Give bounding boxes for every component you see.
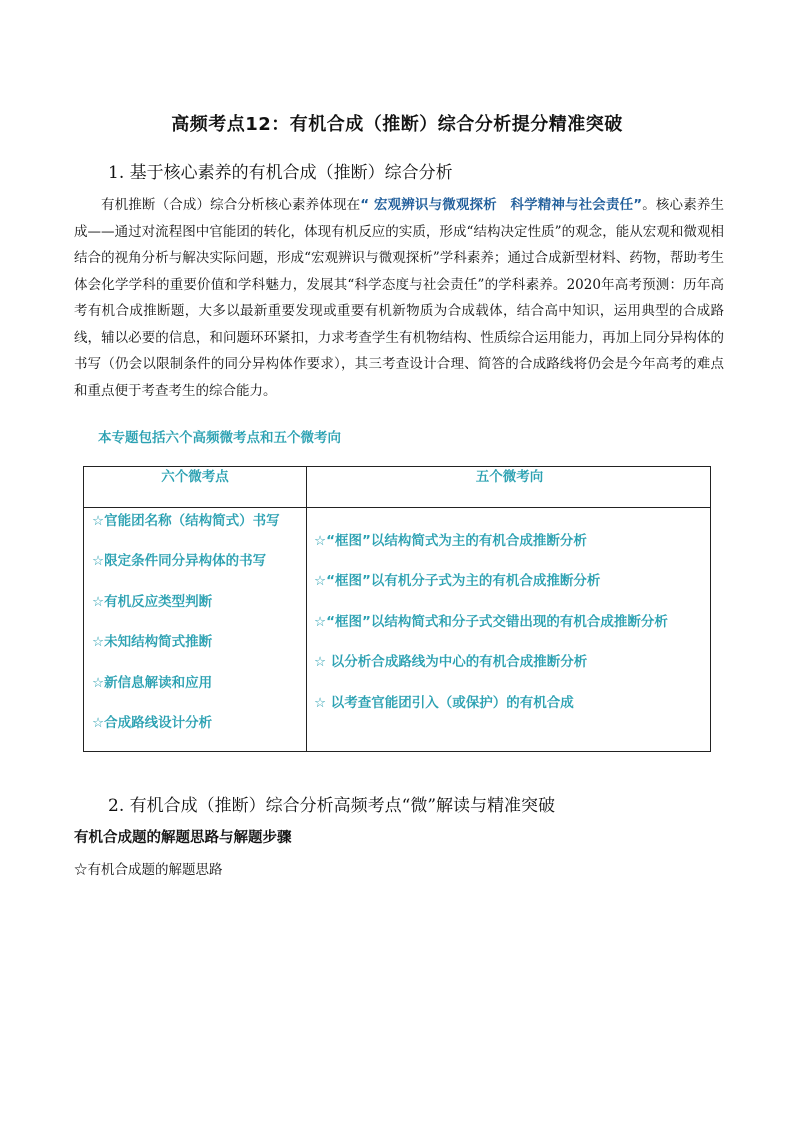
topics-table: [83, 466, 711, 752]
table-left-item: ☆未知结构简式推断: [92, 634, 213, 650]
body-line: ☆有机合成题的解题思路: [74, 862, 223, 878]
table-left-item: ☆有机反应类型判断: [92, 594, 213, 610]
table-header-divider: [84, 507, 710, 508]
intro-paragraph: [74, 192, 724, 404]
table-column-divider: [306, 467, 307, 751]
paragraph-text-2: 。核心素养生成——通过对流程图中官能团的转化，体现有机反应的实质，形成“结构决定性质”的观念，能从宏观和微观相结合的视角分析与解决实际问题，形成“宏观辨识与微观探析”学科素养；通过合成新型材料、药物，帮助考生体会化学学科的重要价值和学科魅力，发展其“科学态度与社会责任”的学科素养。2020年高考预测：历年高考有机合成推断题，大多以最新重要发现或重要有机新物质为合成载体，结合高中知识，运用典型的合成路线，辅以必要的信息，和问题环环紧扣，力求考查学生有机物结构、性质综合运用能力，再加上同分异构体的书写（仍会以限制条件的同分异构体作要求），其三考查设计合理、简答的合成路线将仍会是今年高考的难点和重点便于考查考生的综合能力。: [74, 197, 724, 399]
table-left-item: ☆官能团名称（结构简式）书写: [92, 513, 280, 529]
table-left-item: ☆限定条件同分异构体的书写: [92, 553, 267, 569]
paragraph-highlight: “ 宏观辨识与微观探析 科学精神与社会责任”: [360, 197, 643, 213]
paragraph-text-1: 有机推断（合成）综合分析核心素养体现在: [101, 197, 361, 213]
table-left-item: ☆合成路线设计分析: [92, 715, 213, 731]
section-heading-1: 1. 基于核心素养的有机合成（推断）综合分析: [108, 163, 453, 183]
table-left-item: ☆新信息解读和应用: [92, 675, 213, 691]
page-title: 高频考点12：有机合成（推断）综合分析提分精准突破: [171, 114, 623, 135]
topic-subtitle: 本专题包括六个高频微考点和五个微考向: [98, 430, 341, 446]
table-right-item: ☆ 以考查官能团引入（或保护）的有机合成: [314, 695, 574, 711]
table-right-item: ☆ 以分析合成路线为中心的有机合成推断分析: [314, 654, 588, 670]
table-header-right: 五个微考向: [475, 469, 544, 485]
table-right-item: ☆“框图”以有机分子式为主的有机合成推断分析: [314, 573, 601, 589]
table-right-item: ☆“框图”以结构简式为主的有机合成推断分析: [314, 533, 587, 549]
table-header-left: 六个微考点: [161, 469, 229, 485]
subsection-heading: 有机合成题的解题思路与解题步骤: [74, 830, 292, 846]
section-heading-2: 2. 有机合成（推断）综合分析高频考点“微”解读与精准突破: [108, 796, 556, 816]
table-right-item: ☆“框图”以结构简式和分子式交错出现的有机合成推断分析: [314, 614, 668, 630]
